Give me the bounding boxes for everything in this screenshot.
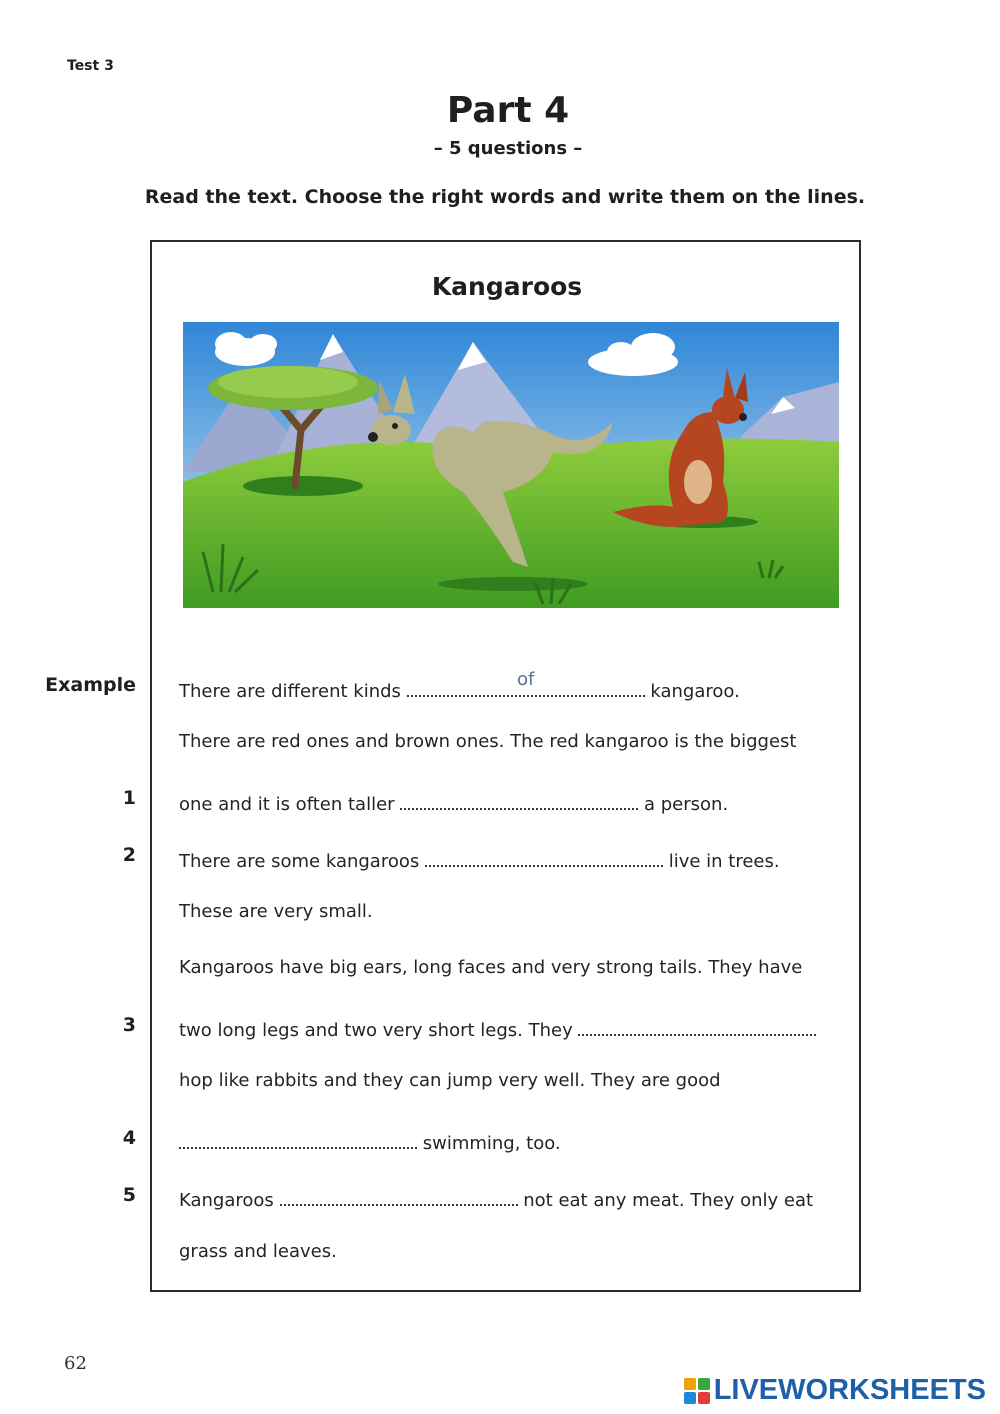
text-line-q2 — [179, 845, 780, 872]
part-subtitle: – 5 questions – — [433, 138, 583, 159]
answer-gap-3 — [578, 1014, 816, 1036]
answer-gap-4 — [179, 1127, 417, 1149]
text-line-q4 — [179, 1127, 561, 1154]
liveworksheets-icon — [684, 1378, 710, 1404]
answer-input-4[interactable] — [179, 1124, 417, 1144]
story-title: Kangaroos — [431, 272, 583, 301]
text-segment: There are different kinds — [179, 681, 407, 702]
part-title: Part 4 — [446, 90, 570, 131]
answer-gap-5 — [280, 1184, 518, 1206]
text-line-q1 — [179, 788, 728, 815]
text-segment: Kangaroos — [179, 1190, 280, 1211]
instruction: Read the text. Choose the right words and write them on the lines. — [144, 186, 866, 208]
text-line-q5 — [179, 1184, 813, 1211]
text-line: There are red ones and brown ones. The red kangaroo is the biggest — [179, 731, 797, 752]
example-answer-gap — [407, 669, 645, 697]
answer-input-2[interactable] — [425, 842, 663, 862]
page-number: 62 — [64, 1353, 87, 1374]
liveworksheets-logo[interactable] — [684, 1374, 986, 1407]
text-segment: one and it is often taller — [179, 794, 401, 815]
text-segment: live in trees. — [662, 851, 780, 872]
text-line: These are very small. — [179, 901, 373, 922]
question-number-5: 5 — [122, 1184, 136, 1206]
answer-gap-2 — [425, 845, 663, 867]
example-answer: of — [516, 669, 535, 690]
text-line: hop like rabbits and they can jump very well. They are good — [179, 1070, 721, 1091]
answer-input-1[interactable] — [400, 785, 638, 805]
kangaroo-illustration — [183, 322, 839, 608]
text-line-q3 — [179, 1014, 816, 1041]
question-number-1: 1 — [122, 787, 136, 809]
text-segment: swimming, too. — [417, 1133, 561, 1154]
text-segment: not eat any meat. They only eat — [517, 1190, 814, 1211]
brand-name: LIVEWORKSHEETS — [713, 1374, 986, 1406]
text-segment: There are some kangaroos — [179, 851, 425, 872]
answer-input-3[interactable] — [578, 1011, 816, 1031]
text-segment: kangaroo. — [644, 681, 740, 702]
text-line: grass and leaves. — [179, 1241, 337, 1262]
answer-gap-1 — [400, 788, 638, 810]
answer-input-5[interactable] — [280, 1181, 518, 1201]
text-segment: two long legs and two very short legs. They — [179, 1020, 579, 1041]
text-line-example — [179, 669, 740, 702]
test-label: Test 3 — [67, 58, 114, 74]
example-label: Example — [45, 674, 136, 696]
question-number-4: 4 — [122, 1127, 136, 1149]
text-segment: a person. — [638, 794, 729, 815]
question-number-3: 3 — [122, 1014, 136, 1036]
question-number-2: 2 — [122, 844, 136, 866]
text-line: Kangaroos have big ears, long faces and very strong tails. They have — [179, 957, 803, 978]
